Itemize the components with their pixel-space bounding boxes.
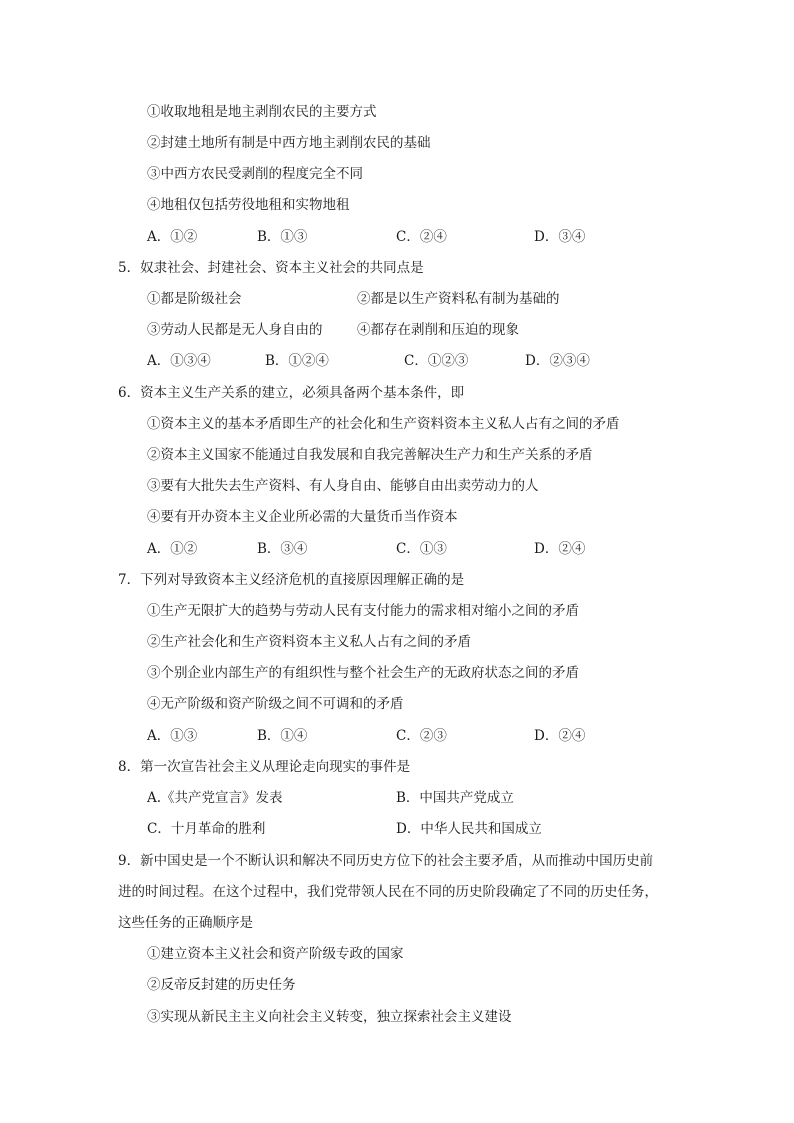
q5-choices: [147, 351, 707, 371]
q7-choice-d: D．②④: [534, 728, 586, 744]
q6-choices: [147, 539, 707, 559]
q6-stem: 6．资本主义生产关系的建立，必须具备两个基本条件，即: [118, 385, 465, 401]
q5-option-3: ③劳动人民都是无人身自由的: [147, 322, 323, 338]
q5-choice-c: C．①②③: [404, 353, 469, 369]
q7-choices: [147, 726, 707, 746]
q9-stem-line-2: 进的时间过程。在这个过程中，我们党带领人民在不同的历史阶段确定了不同的历史任务，: [118, 884, 658, 900]
q5-option-2: ②都是以生产资料私有制为基础的: [357, 291, 560, 307]
q4-choice-d: D．③④: [534, 229, 586, 245]
q5-choice-b: B．①②④: [265, 353, 329, 369]
q8-choice-a: A.《共产党宣言》发表: [147, 790, 283, 806]
q5-choice-a: A．①③④: [147, 353, 211, 369]
q6-option-4: ④要有开办资本主义企业所必需的大量货币当作资本: [147, 509, 458, 525]
q5-stem: 5．奴隶社会、封建社会、资本主义社会的共同点是: [118, 260, 424, 276]
q7-stem: 7．下列对导致资本主义经济危机的直接原因理解正确的是: [118, 572, 465, 588]
q8-choice-b: B．中国共产党成立: [396, 790, 514, 806]
q8-stem: 8．第一次宣告社会主义从理论走向现实的事件是: [118, 759, 411, 775]
q6-option-2: ②资本主义国家不能通过自我发展和自我完善解决生产力和生产关系的矛盾: [147, 447, 593, 463]
q9-option-2: ②反帝反封建的历史任务: [147, 977, 296, 993]
q5-choice-d: D．②③④: [525, 353, 590, 369]
q7-option-3: ③个别企业内部生产的有组织性与整个社会生产的无政府状态之间的矛盾: [147, 665, 579, 681]
q4-choice-a: A．①②: [147, 229, 198, 245]
q7-option-4: ④无产阶级和资产阶级之间不可调和的矛盾: [147, 696, 404, 712]
q4-option-3: ③中西方农民受剥削的程度完全不同: [147, 166, 363, 182]
q9-stem-line-1: 9．新中国史是一个不断认识和解决不同历史方位下的社会主要矛盾，从而推动中国历史前: [118, 853, 654, 869]
q7-option-2: ②生产社会化和生产资料资本主义私人占有之间的矛盾: [147, 634, 471, 650]
q9-option-1: ①建立资本主义社会和资产阶级专政的国家: [147, 946, 404, 962]
q8-choice-c: C．十月革命的胜利: [147, 821, 266, 837]
q9-option-3: ③实现从新民主主义向社会主义转变，独立探索社会主义建设: [147, 1009, 512, 1025]
q4-choice-b: B．①③: [257, 229, 308, 245]
q5-option-1: ①都是阶级社会: [147, 291, 242, 307]
q6-option-3: ③要有大批失去生产资料、有人身自由、能够自由出卖劳动力的人: [147, 478, 539, 494]
q4-option-1: ①收取地租是地主剥削农民的主要方式: [147, 104, 377, 120]
q6-choice-a: A．①②: [147, 541, 198, 557]
q4-choices: [147, 227, 707, 247]
q7-option-1: ①生产无限扩大的趋势与劳动人民有支付能力的需求相对缩小之间的矛盾: [147, 603, 579, 619]
q7-choice-c: C．②③: [396, 728, 447, 744]
q7-choice-a: A．①③: [147, 728, 198, 744]
q7-choice-b: B．①④: [257, 728, 308, 744]
q6-choice-b: B．③④: [257, 541, 308, 557]
q4-option-4: ④地租仅包括劳役地租和实物地租: [147, 197, 350, 213]
q8-choice-d: D．中华人民共和国成立: [396, 821, 542, 837]
q5-option-4: ④都存在剥削和压迫的现象: [357, 322, 519, 338]
q6-option-1: ①资本主义的基本矛盾即生产的社会化和生产资料资本主义私人占有之间的矛盾: [147, 416, 620, 432]
q6-choice-c: C．①③: [396, 541, 447, 557]
q4-choice-c: C．②④: [396, 229, 447, 245]
q6-choice-d: D．②④: [534, 541, 586, 557]
q9-stem-line-3: 这些任务的正确顺序是: [118, 915, 253, 931]
q4-option-2: ②封建土地所有制是中西方地主剥削农民的基础: [147, 135, 431, 151]
